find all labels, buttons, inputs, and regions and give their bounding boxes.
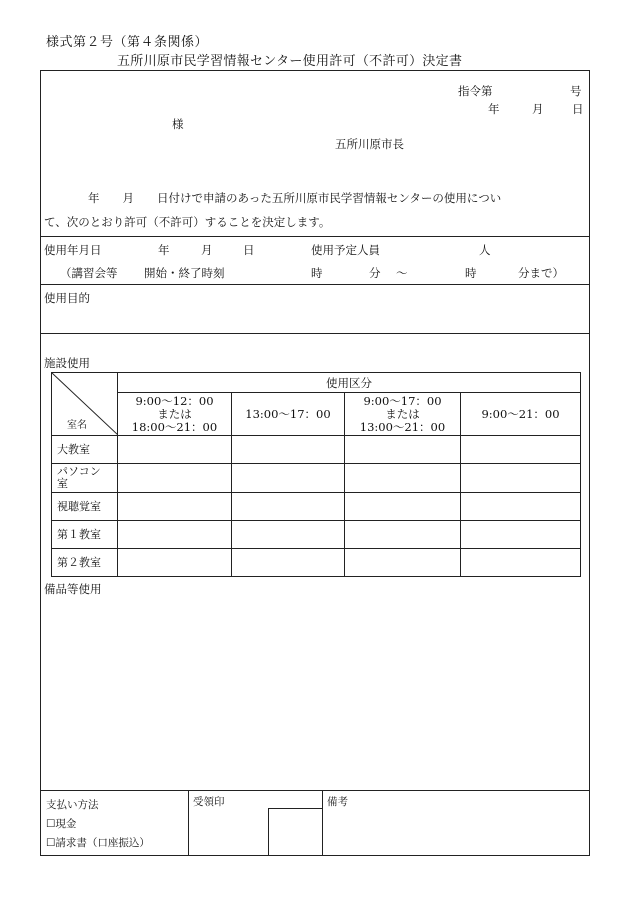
usage-date-day: 日 — [243, 243, 255, 257]
table-cell — [118, 521, 232, 549]
usage-date-month: 月 — [201, 243, 213, 257]
table-cell — [118, 436, 232, 464]
period-col-4: 9:00～21：00 — [461, 393, 581, 436]
table-cell — [232, 549, 345, 577]
payment-method-label: 支払い方法 — [46, 799, 99, 811]
table-cell — [118, 493, 232, 521]
people-label: 使用予定人員 — [311, 243, 380, 257]
end-hour: 時 — [465, 266, 477, 280]
document-title: 五所川原市民学習情報センター使用許可（不許可）決定書 — [117, 54, 463, 69]
table-cell — [345, 549, 461, 577]
notice-year: 年 — [488, 102, 500, 116]
room-name-classroom-1: 第１教室 — [52, 521, 118, 549]
divider-footer — [40, 790, 590, 791]
notice-body-line2: て、次のとおり許可（不許可）することを決定します。 — [44, 215, 331, 229]
footer-separator-2 — [322, 790, 323, 856]
addressee-suffix: 様 — [172, 117, 184, 131]
period-col-3: 9:00～17：00 または 13:00～21：00 — [345, 393, 461, 436]
purpose-label: 使用目的 — [44, 291, 90, 305]
table-cell — [118, 549, 232, 577]
receipt-stamp-label: 受領印 — [193, 796, 225, 808]
order-number-label: 指令第 — [458, 84, 493, 98]
period-col-2: 13:00～17：00 — [232, 393, 345, 436]
notice-body-line1: 年 月 日付けで申請のあった五所川原市民学習情報センターの使用につい — [88, 191, 502, 205]
room-name-large-classroom: 大教室 — [52, 436, 118, 464]
table-cell — [461, 436, 581, 464]
start-hour: 時 — [311, 266, 323, 280]
issuer: 五所川原市長 — [335, 137, 404, 151]
start-minute: 分 — [369, 266, 381, 280]
table-cell — [461, 521, 581, 549]
table-row — [52, 521, 581, 549]
order-number-suffix: 号 — [570, 84, 582, 98]
payment-cash-option: ☐現金 — [46, 818, 77, 830]
period-header: 使用区分 — [118, 373, 581, 393]
table-cell — [461, 464, 581, 493]
receipt-stamp-box — [268, 808, 322, 856]
form-number: 様式第２号（第４条関係） — [46, 35, 209, 50]
remarks-label: 備考 — [327, 796, 348, 808]
facility-section-label: 施設使用 — [44, 356, 90, 370]
table-cell — [345, 464, 461, 493]
lecture-time-label: 開始・終了時刻 — [144, 266, 225, 280]
footer-separator-1 — [188, 790, 189, 856]
notice-month: 月 — [532, 102, 544, 116]
table-cell — [345, 436, 461, 464]
room-name-classroom-2: 第２教室 — [52, 549, 118, 577]
table-cell — [232, 521, 345, 549]
divider-purpose — [40, 333, 590, 334]
table-cell — [345, 521, 461, 549]
notice-day: 日 — [572, 102, 584, 116]
table-cell — [232, 464, 345, 493]
usage-date-label: 使用年月日 — [44, 243, 102, 257]
table-cell — [461, 549, 581, 577]
divider-usage — [40, 284, 590, 285]
facility-table — [51, 372, 581, 577]
period-col-1: 9:00～12：00 または 18:00～21：00 — [118, 393, 232, 436]
room-name-computer-room: パソコン 室 — [52, 464, 118, 493]
table-cell — [461, 493, 581, 521]
end-minute: 分まで） — [518, 266, 564, 280]
table-row — [52, 436, 581, 464]
table-row — [52, 549, 581, 577]
table-cell — [232, 436, 345, 464]
table-cell — [232, 493, 345, 521]
table-cell — [345, 493, 461, 521]
equipment-section-label: 備品等使用 — [44, 582, 102, 596]
payment-invoice-option: ☐請求書（口座振込） — [46, 837, 150, 849]
lecture-prefix: （講習会等 — [60, 266, 118, 280]
usage-date-year: 年 — [158, 243, 170, 257]
table-row — [52, 464, 581, 493]
table-cell — [118, 464, 232, 493]
room-name-av-room: 視聴覚室 — [52, 493, 118, 521]
people-unit: 人 — [479, 243, 491, 257]
room-header-cell — [52, 373, 118, 436]
room-header: 室名 — [67, 420, 87, 431]
divider-notice — [40, 236, 590, 237]
time-range-tilde: ～ — [396, 266, 408, 280]
table-row — [52, 493, 581, 521]
